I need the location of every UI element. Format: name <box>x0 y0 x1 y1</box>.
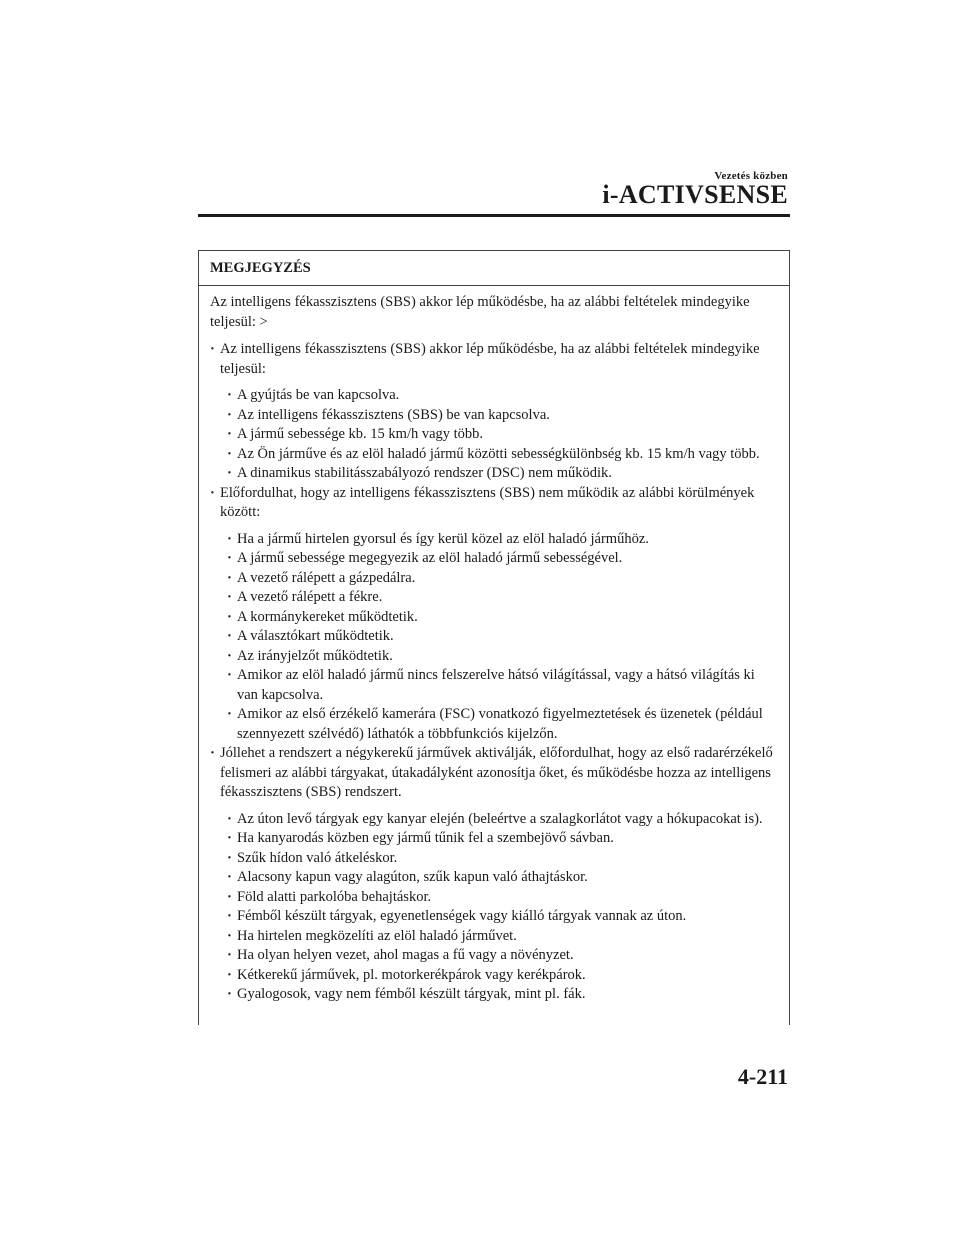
sub-item-text: A jármű sebessége megegyezik az elöl haladó jármű sebességével. <box>237 550 623 566</box>
sub-item-text: Ha kanyarodás közben egy jármű tűnik fel a szembejövő sávban. <box>237 830 614 846</box>
sub-list-item <box>220 966 779 986</box>
bullet-dot-icon: · <box>210 341 215 357</box>
sub-item-text: Fémből készült tárgyak, egyenetlenségek vagy kiálló tárgyak vannak az úton. <box>237 908 687 924</box>
sub-list-item <box>220 927 779 947</box>
sub-list-item <box>220 849 779 869</box>
sub-item-text: Ha a jármű hirtelen gyorsul és így kerül közel az elöl haladó járműhöz. <box>237 530 649 547</box>
sub-list-item <box>220 627 779 647</box>
sub-list-item <box>220 705 779 744</box>
sub-list-item <box>220 985 779 1005</box>
sub-item-text: A kormánykereket működtetik. <box>237 608 418 625</box>
sub-item-text: Az irányjelzőt működtetik. <box>237 647 393 664</box>
sub-list-item <box>220 530 779 550</box>
sub-item-text: A dinamikus stabilitásszabályozó rendszer (DSC) nem működik. <box>237 465 612 481</box>
bullet-dot-icon: · <box>227 445 232 462</box>
bullet-dot-icon: · <box>227 986 232 1002</box>
sub-list-item <box>220 406 779 426</box>
bullet-dot-icon: · <box>227 530 232 547</box>
sub-list-item <box>220 946 779 966</box>
bullet-dot-icon: · <box>227 810 232 827</box>
sub-list-item <box>220 569 779 589</box>
sub-item-text: Kétkerekű járművek, pl. motorkerékpárok vagy kerékpárok. <box>237 966 586 983</box>
bullet-dot-icon: · <box>227 589 232 605</box>
bullet-dot-icon: · <box>227 426 232 442</box>
page-title: i-ACTIVSENSE <box>602 180 788 209</box>
sub-list-item <box>220 608 779 628</box>
sub-list-item <box>220 888 779 908</box>
sub-item-text: Föld alatti parkolóba behajtáskor. <box>237 888 432 905</box>
header-rule <box>198 214 790 217</box>
sub-item-text: Az úton levő tárgyak egy kanyar elején (beleértve a szalagkorlátot vagy a hókupacokat is). <box>237 810 763 827</box>
sub-list <box>220 530 779 745</box>
sub-list-item <box>220 829 779 849</box>
bullet-dot-icon: · <box>210 745 215 761</box>
bullet-dot-icon: · <box>227 387 232 403</box>
list-item <box>210 744 779 1005</box>
note-body <box>199 286 789 1005</box>
sub-list-item <box>220 386 779 406</box>
bullet-dot-icon: · <box>227 908 232 924</box>
bullet-dot-icon: · <box>227 947 232 963</box>
sub-item-text: A jármű sebessége kb. 15 km/h vagy több. <box>237 426 484 442</box>
sub-item-text: Ha hirtelen megközelíti az elöl haladó járművet. <box>237 927 517 944</box>
sub-list-item <box>220 810 779 830</box>
bullet-dot-icon: · <box>227 869 232 885</box>
list-item <box>210 340 779 484</box>
bullet-dot-icon: · <box>227 628 232 644</box>
bullet-dot-icon: · <box>227 569 232 586</box>
sub-list-item <box>220 907 779 927</box>
sub-item-text: Amikor az első érzékelő kamerára (FSC) vonatkozó figyelmeztetések és üzenetek (például szennyezett szélvédő) láthatók a többfunkciós kijelzőn. <box>237 706 763 742</box>
bullet-dot-icon: · <box>227 706 232 722</box>
bullet-dot-icon: · <box>227 927 232 944</box>
bullet-dot-icon: · <box>227 830 232 846</box>
sub-item-text: Ha olyan helyen vezet, ahol magas a fű vagy a növényzet. <box>237 947 574 963</box>
bullet-dot-icon: · <box>227 550 232 566</box>
bullet-dot-icon: · <box>227 608 232 625</box>
sub-item-text: A gyújtás be van kapcsolva. <box>237 387 400 403</box>
sub-item-text: Szűk hídon való átkeléskor. <box>237 849 398 866</box>
section-label: Vezetés közben <box>714 170 788 182</box>
bullet-dot-icon: · <box>227 966 232 983</box>
bullet-dot-icon: · <box>227 647 232 664</box>
page-number: 4-211 <box>737 1064 788 1089</box>
sub-list-item <box>220 647 779 667</box>
sub-item-text: Gyalogosok, vagy nem fémből készült tárgyak, mint pl. fák. <box>237 986 586 1002</box>
sub-list-item <box>220 425 779 445</box>
bullet-dot-icon: · <box>227 465 232 481</box>
sub-item-text: A vezető rálépett a fékre. <box>237 589 383 605</box>
note-intro: Az intelligens fékasszisztens (SBS) akkor lép működésbe, ha az alábbi feltételek mindegyike teljesül: > <box>210 294 750 330</box>
sub-item-text: Az Ön járműve és az elöl haladó jármű közötti sebességkülönbség kb. 15 km/h vagy több. <box>237 445 760 462</box>
bullet-dot-icon: · <box>227 849 232 866</box>
note-title: MEGJEGYZÉS <box>199 251 789 286</box>
note-box <box>198 250 790 1025</box>
sub-list-item <box>220 666 779 705</box>
sub-item-text: Az intelligens fékasszisztens (SBS) be van kapcsolva. <box>237 406 550 423</box>
sub-list-item <box>220 464 779 484</box>
sub-list-item <box>220 445 779 465</box>
bullet-list <box>210 340 779 1005</box>
bullet-dot-icon: · <box>227 406 232 423</box>
bullet-dot-icon: · <box>227 667 232 683</box>
list-item-text: Jóllehet a rendszert a négykerekű járművek aktiválják, előfordulhat, hogy az első radarérzékelő felismeri az alábbi tárgyakat, útakadályként azonosítja őket, és működésbe hozza az intelligens fékasszisztens (SBS) rendszert. <box>220 745 773 800</box>
list-item-text: Előfordulhat, hogy az intelligens fékasszisztens (SBS) nem működik az alábbi körülmények között: <box>220 484 755 520</box>
sub-list <box>220 386 779 484</box>
sub-list-item <box>220 588 779 608</box>
sub-item-text: Alacsony kapun vagy alagúton, szűk kapun való áthajtáskor. <box>237 869 588 885</box>
sub-item-text: Amikor az elöl haladó jármű nincs felszerelve hátsó világítással, vagy a hátsó világítás ki van kapcsolva. <box>237 667 755 703</box>
sub-item-text: A választókart működtetik. <box>237 628 394 644</box>
sub-list <box>220 810 779 1005</box>
sub-item-text: A vezető rálépett a gázpedálra. <box>237 569 416 586</box>
bullet-dot-icon: · <box>210 484 215 501</box>
list-item <box>210 484 779 745</box>
bullet-dot-icon: · <box>227 888 232 905</box>
list-item-text: Az intelligens fékasszisztens (SBS) akkor lép működésbe, ha az alábbi feltételek mindegyike teljesül: <box>220 341 760 377</box>
sub-list-item <box>220 868 779 888</box>
sub-list-item <box>220 549 779 569</box>
